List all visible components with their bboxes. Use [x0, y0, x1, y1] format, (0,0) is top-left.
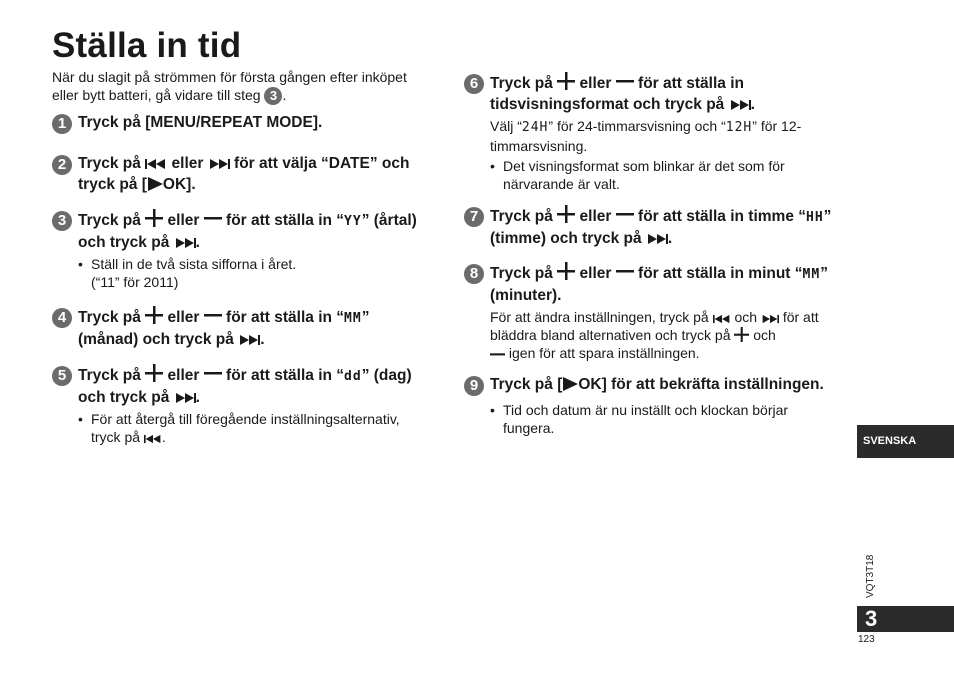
step-number: 9 — [464, 376, 484, 396]
step-5 — [52, 364, 422, 446]
step-note — [490, 401, 833, 437]
step-text: ” (månad) och tryck på — [78, 309, 370, 348]
note-text: och — [753, 327, 776, 343]
plus-icon — [145, 209, 163, 227]
document-code — [853, 548, 883, 598]
step-text: Tryck på — [490, 265, 553, 282]
skip-back-icon — [144, 434, 162, 444]
minus-icon — [616, 211, 634, 223]
step-text: Tryck på — [78, 212, 141, 229]
display-glyph: dd — [344, 369, 362, 384]
step-text: ” (dag) och tryck på — [78, 367, 412, 406]
document-code-text: VQT3T18 — [865, 554, 876, 598]
note-text: för att bläddra bland alternativen och tryck på — [490, 309, 819, 343]
step-text: . — [195, 234, 200, 251]
display-glyph: MM — [802, 267, 821, 282]
step-note — [78, 410, 422, 446]
step-text: OK] för att bekräfta inställningen. — [578, 376, 824, 393]
display-glyph: YY — [344, 214, 362, 229]
minus-icon — [616, 78, 634, 90]
step-text: ” (årtal) och tryck på — [78, 212, 417, 251]
step-text: Tryck på — [78, 367, 141, 384]
step-text: för att ställa in “ — [226, 367, 345, 384]
step-1 — [52, 112, 422, 133]
step-number: 5 — [52, 366, 72, 386]
note-text: Välj “ — [490, 118, 522, 134]
step-6 — [464, 72, 834, 193]
intro-paragraph — [52, 68, 422, 105]
note-text: För att ändra inställningen, tryck på — [490, 309, 709, 325]
step-text: eller — [167, 212, 200, 229]
note-text: Det visningsformat som blinkar är det som för närvarande är valt. — [503, 158, 785, 192]
minus-icon — [204, 215, 222, 227]
skip-forward-icon — [174, 392, 196, 404]
note-text: ” för 24-timmarsvisning och “ — [548, 118, 726, 134]
step-text: eller — [171, 155, 204, 172]
step-text: OK]. — [162, 176, 196, 193]
intro-text: När du slagit på strömmen för första gången efter inköpet eller bytt batteri, gå vidare till steg — [52, 69, 407, 103]
skip-forward-icon — [238, 334, 260, 346]
step-text: . — [750, 96, 755, 113]
skip-forward-icon — [208, 158, 230, 170]
step-text: eller — [167, 309, 200, 326]
step-text: för att ställa in “ — [226, 212, 345, 229]
plus-icon — [145, 306, 163, 324]
step-number: 8 — [464, 264, 484, 284]
language-tab: SVENSKA — [857, 425, 954, 458]
step-text: för att ställa in “ — [226, 309, 345, 326]
step-note — [490, 117, 830, 155]
play-icon — [562, 377, 578, 391]
note-text: ” för 12-timmarsvisning. — [490, 118, 802, 154]
plus-icon — [557, 72, 575, 90]
step-9 — [464, 374, 834, 437]
step-text: för att ställa in minut “ — [638, 265, 803, 282]
step-text: . — [667, 230, 673, 247]
step-text: för att ställa in timme “ — [638, 208, 806, 225]
note-text: (“11” för 2011) — [91, 274, 179, 290]
step-text: Tryck på — [490, 75, 553, 92]
step-text: Tryck på [ — [490, 376, 563, 393]
step-text: Tryck på — [78, 155, 141, 172]
display-glyph: 24H — [521, 120, 549, 135]
step-8 — [464, 262, 834, 362]
step-text: Tryck på — [78, 309, 141, 326]
note-text: . — [161, 429, 166, 445]
step-text: för att välja “DATE” och tryck på [ — [78, 155, 410, 193]
minus-icon — [616, 268, 634, 280]
step-ref-badge: 3 — [264, 87, 282, 105]
page-number-small: 123 — [858, 634, 875, 645]
note-text: och — [734, 309, 758, 325]
step-text: ” (timme) och tryck på — [490, 208, 832, 247]
step-text: eller — [579, 208, 612, 225]
step-text: eller — [579, 75, 612, 92]
step-note — [78, 255, 422, 291]
plus-icon — [557, 205, 575, 223]
step-text: Tryck på — [490, 208, 553, 225]
minus-icon — [204, 370, 222, 382]
step-4 — [52, 306, 422, 350]
minus-icon — [490, 350, 505, 360]
step-2 — [52, 153, 422, 195]
step-7 — [464, 205, 834, 249]
step-text: ” (minuter). — [490, 265, 828, 304]
plus-icon — [557, 262, 575, 280]
step-text: för att ställa in tidsvisningsformat och tryck på — [490, 75, 744, 113]
skip-forward-icon — [174, 237, 196, 249]
display-glyph: HH — [806, 210, 824, 225]
step-3 — [52, 209, 422, 291]
note-text: Ställ in de två sista sifforna i året. — [91, 256, 297, 272]
step-text: eller — [579, 265, 612, 282]
skip-back-icon — [713, 314, 731, 324]
page-title: Ställa in tid — [52, 26, 242, 65]
note-text: igen för att spara inställningen. — [508, 345, 700, 361]
step-note — [490, 157, 833, 193]
display-glyph: 12H — [725, 120, 753, 135]
skip-back-icon — [145, 158, 167, 170]
minus-icon — [204, 312, 222, 324]
plus-icon — [145, 364, 163, 382]
note-text: För att återgå till föregående inställningsalternativ, tryck på — [91, 411, 400, 445]
step-number: 4 — [52, 308, 72, 328]
note-text: Tid och datum är nu inställt och klockan börjar fungera. — [503, 402, 789, 436]
skip-forward-icon — [646, 233, 668, 245]
step-number: 7 — [464, 207, 484, 227]
step-text: eller — [167, 367, 200, 384]
display-glyph: MM — [344, 311, 362, 326]
step-text: . — [260, 331, 265, 348]
skip-forward-icon — [761, 314, 779, 324]
step-number: 1 — [52, 114, 72, 134]
step-text: Tryck på [MENU/REPEAT MODE]. — [78, 114, 323, 131]
skip-forward-icon — [729, 99, 751, 111]
play-icon — [147, 177, 163, 191]
step-note — [490, 308, 840, 362]
intro-end: . — [282, 87, 287, 103]
page-number-large: 3 — [857, 606, 954, 632]
step-text: . — [195, 389, 200, 406]
plus-icon — [734, 327, 749, 342]
step-number: 2 — [52, 155, 72, 175]
step-number: 3 — [52, 211, 72, 231]
step-number: 6 — [464, 74, 484, 94]
